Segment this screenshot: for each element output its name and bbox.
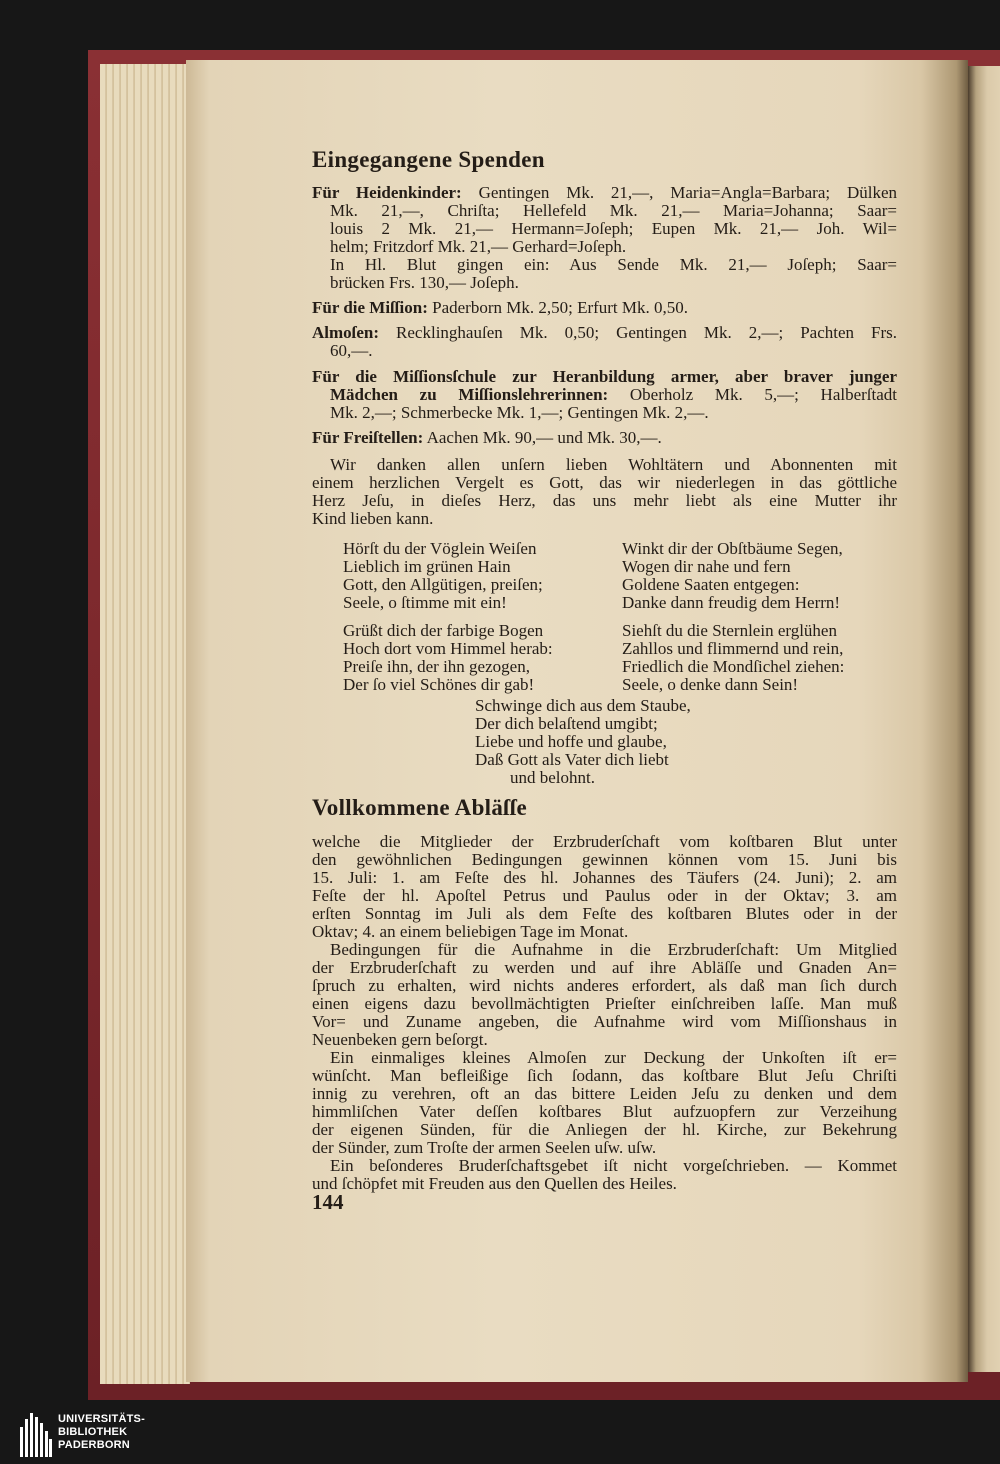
poem-stanza-row [312, 540, 897, 612]
entry-text: Aachen Mk. 90,— und Mk. 30,—. [426, 429, 662, 447]
poem-closing-stanza [475, 697, 897, 787]
facing-page-edge [968, 66, 1000, 1372]
poem-stanza [343, 540, 622, 612]
library-logo [20, 1413, 145, 1457]
text-line: Mk. 21,—, Chriſta; Hellefeld Mk. 21,— Maria=Johanna; Saar= [330, 202, 897, 220]
text-line: brücken Frs. 130,— Joſeph. [330, 274, 519, 292]
text-line: erſten Sonntag im Juli als dem Feſte des koſtbaren Blutes oder in der [312, 905, 897, 923]
text-line: Ein einmaliges kleines Almoſen zur Deckung der Unkoſten iſt er= [330, 1049, 897, 1067]
poem-line: Goldene Saaten entgegen: [622, 576, 800, 594]
text-line: Mk. 2,—; Schmerbecke Mk. 1,—; Gentingen Mk. 2,—. [330, 404, 709, 422]
entry-label: Für Heidenkinder: [312, 184, 462, 202]
poem-line: Seele, o ſtimme mit ein! [343, 594, 507, 612]
text-column [312, 145, 897, 1213]
entry-text: Recklinghauſen Mk. 0,50; Gentingen Mk. 2,—; Pachten Frs. [396, 324, 897, 342]
poem-stanza [622, 622, 897, 694]
text-line: 60,—. [330, 342, 373, 360]
text-line: welche die Mitglieder der Erzbruderſchaft vom koſtbaren Blut unter [312, 833, 897, 851]
poem-line: Hörſt du der Vöglein Weiſen [343, 540, 537, 558]
entry-text: Oberholz Mk. 5,—; Halberſtadt [629, 386, 897, 404]
thanks-paragraph [312, 456, 897, 528]
poem-line: Hoch dort vom Himmel herab: [343, 640, 553, 658]
text-line: louis 2 Mk. 21,— Hermann=Joſeph; Eupen Mk. 21,— Joh. Wil= [330, 220, 897, 238]
page-number: 144 [312, 1190, 344, 1214]
text-line [312, 184, 897, 202]
text-line [312, 299, 897, 317]
text-line: einen eigens dazu bevollmächtigten Prieſter einſchreiben laſſe. Man muß [312, 995, 897, 1013]
entry-label: Almoſen: [312, 324, 380, 342]
text-line: ſpruch zu erhalten, wird nichts anderes erfordert, als daß man ſich durch [312, 977, 897, 995]
text-line: 15. Juli: 1. am Feſte des hl. Johannes des Täufers (24. Juni); 2. am [312, 869, 897, 887]
text-line: und ſchöpfet mit Freuden aus den Quellen des Heiles. [312, 1175, 677, 1193]
text-line: Wir danken allen unſern lieben Wohltätern und Abonnenten mit [330, 456, 897, 474]
poem-line: Grüßt dich der farbige Bogen [343, 622, 544, 640]
paragraph [312, 1049, 897, 1157]
text-line: Herz Jeſu, in dieſes Herz, das uns mehr liebt als eine Mutter ihr [312, 492, 897, 510]
text-line: Kind lieben kann. [312, 510, 434, 528]
text-line: helm; Fritzdorf Mk. 21,— Gerhard=Joſeph. [330, 238, 627, 256]
entry-label: Für die Miſſionsſchule zur Heranbildung armer, aber braver junger [312, 368, 897, 386]
text-line [312, 368, 897, 386]
donation-entry [312, 324, 897, 360]
donation-entry [312, 184, 897, 292]
paragraph [312, 833, 897, 941]
text-line: einem herzlichen Vergelt es Gott, das wir niederlegen in das göttliche [312, 474, 897, 492]
text-line [312, 429, 897, 447]
logo-line: UNIVERSITÄTS- [58, 1413, 145, 1425]
poem-line: Daß Gott als Vater dich liebt [475, 751, 669, 769]
text-line: Feſte der hl. Apoſtel Petrus und Paulus oder in der Oktav; 3. am [312, 887, 897, 905]
text-line: der eigenen Sünden, für die Anliegen der hl. Kirche, zur Bekehrung [312, 1121, 897, 1139]
donation-entry [312, 368, 897, 422]
poem-line: Schwinge dich aus dem Staube, [475, 697, 691, 715]
poem-line: Seele, o denke dann Sein! [622, 676, 799, 694]
poem-line: Winkt dir der Obſtbäume Segen, [622, 540, 843, 558]
entry-text: Gentingen Mk. 21,—, Maria=Angla=Barbara; Dülken [478, 184, 897, 202]
entry-label: Mädchen zu Miſſionslehrerinnen: [330, 386, 609, 404]
entry-label: Für Freiſtellen: [312, 429, 424, 447]
poem-line: Liebe und hoffe und glaube, [475, 733, 667, 751]
text-line: In Hl. Blut gingen ein: Aus Sende Mk. 21,— Joſeph; Saar= [330, 256, 897, 274]
poem-line: und belohnt. [510, 769, 595, 787]
logo-line: PADERBORN [58, 1439, 130, 1451]
poem-line: Danke dann freudig dem Herrn! [622, 594, 841, 612]
text-line: wünſcht. Man befleißige ſich ſodann, das koſtbare Blut Jeſu Chriſti [312, 1067, 897, 1085]
section-heading-donations: Eingegangene Spenden [312, 147, 545, 172]
entry-text: Paderborn Mk. 2,50; Erfurt Mk. 0,50. [432, 299, 689, 317]
poem-line: Siehſt du die Sternlein erglühen [622, 622, 837, 640]
text-line: der Sünder, zum Troſte der armen Seelen uſw. uſw. [312, 1139, 657, 1157]
entry-label: Für die Miſſion: [312, 299, 428, 317]
logo-line: BIBLIOTHEK [58, 1426, 128, 1438]
text-line: der Erzbruderſchaft zu werden und auf ihre Abläſſe und Gnaden An= [312, 959, 897, 977]
university-library-bars-logo-icon [20, 1413, 52, 1457]
paragraph [312, 941, 897, 1049]
text-line [312, 386, 897, 404]
poem-line: Lieblich im grünen Hain [343, 558, 511, 576]
section-heading-indulgences: Vollkommene Abläſſe [312, 795, 528, 820]
poem [312, 540, 897, 787]
poem-stanza [343, 622, 622, 694]
text-line: Bedingungen für die Aufnahme in die Erzbruderſchaft: Um Mitglied [330, 941, 897, 959]
text-line: Neuenbeken gern beſorgt. [312, 1031, 488, 1049]
text-line: den gewöhnlichen Bedingungen gewinnen können vom 15. Juni bis [312, 851, 897, 869]
poem-line: Preiſe ihn, der ihn gezogen, [343, 658, 530, 676]
poem-line: Der dich belaſtend umgibt; [475, 715, 658, 733]
poem-line: Gott, den Allgütigen, preiſen; [343, 576, 543, 594]
text-line: Ein beſonderes Bruderſchaftsgebet iſt nicht vorgeſchrieben. — Kommet [330, 1157, 897, 1175]
text-line: Oktav; 4. an einem beliebigen Tage im Monat. [312, 923, 629, 941]
poem-stanza [622, 540, 897, 612]
text-line: innig zu verehren, oft an das bittere Leiden Jeſu zu denken und dem [312, 1085, 897, 1103]
poem-line: Zahllos und flimmernd und rein, [622, 640, 844, 658]
poem-line: Der ſo viel Schönes dir gab! [343, 676, 535, 694]
paragraph [312, 1157, 897, 1193]
text-line: Vor= und Zuname angeben, die Aufnahme wird vom Miſſionshaus in [312, 1013, 897, 1031]
library-logo-text [58, 1413, 145, 1452]
poem-line: Friedlich die Mondſichel ziehen: [622, 658, 845, 676]
poem-line: Wogen dir nahe und fern [622, 558, 791, 576]
poem-stanza-row [312, 622, 897, 694]
text-line [312, 324, 897, 342]
text-line: himmliſchen Vater deſſen koſtbares Blut aufzuopfern zur Verzeihung [312, 1103, 897, 1121]
donation-entry [312, 299, 897, 317]
page-stack-edge [100, 64, 190, 1384]
donation-entry [312, 429, 897, 447]
